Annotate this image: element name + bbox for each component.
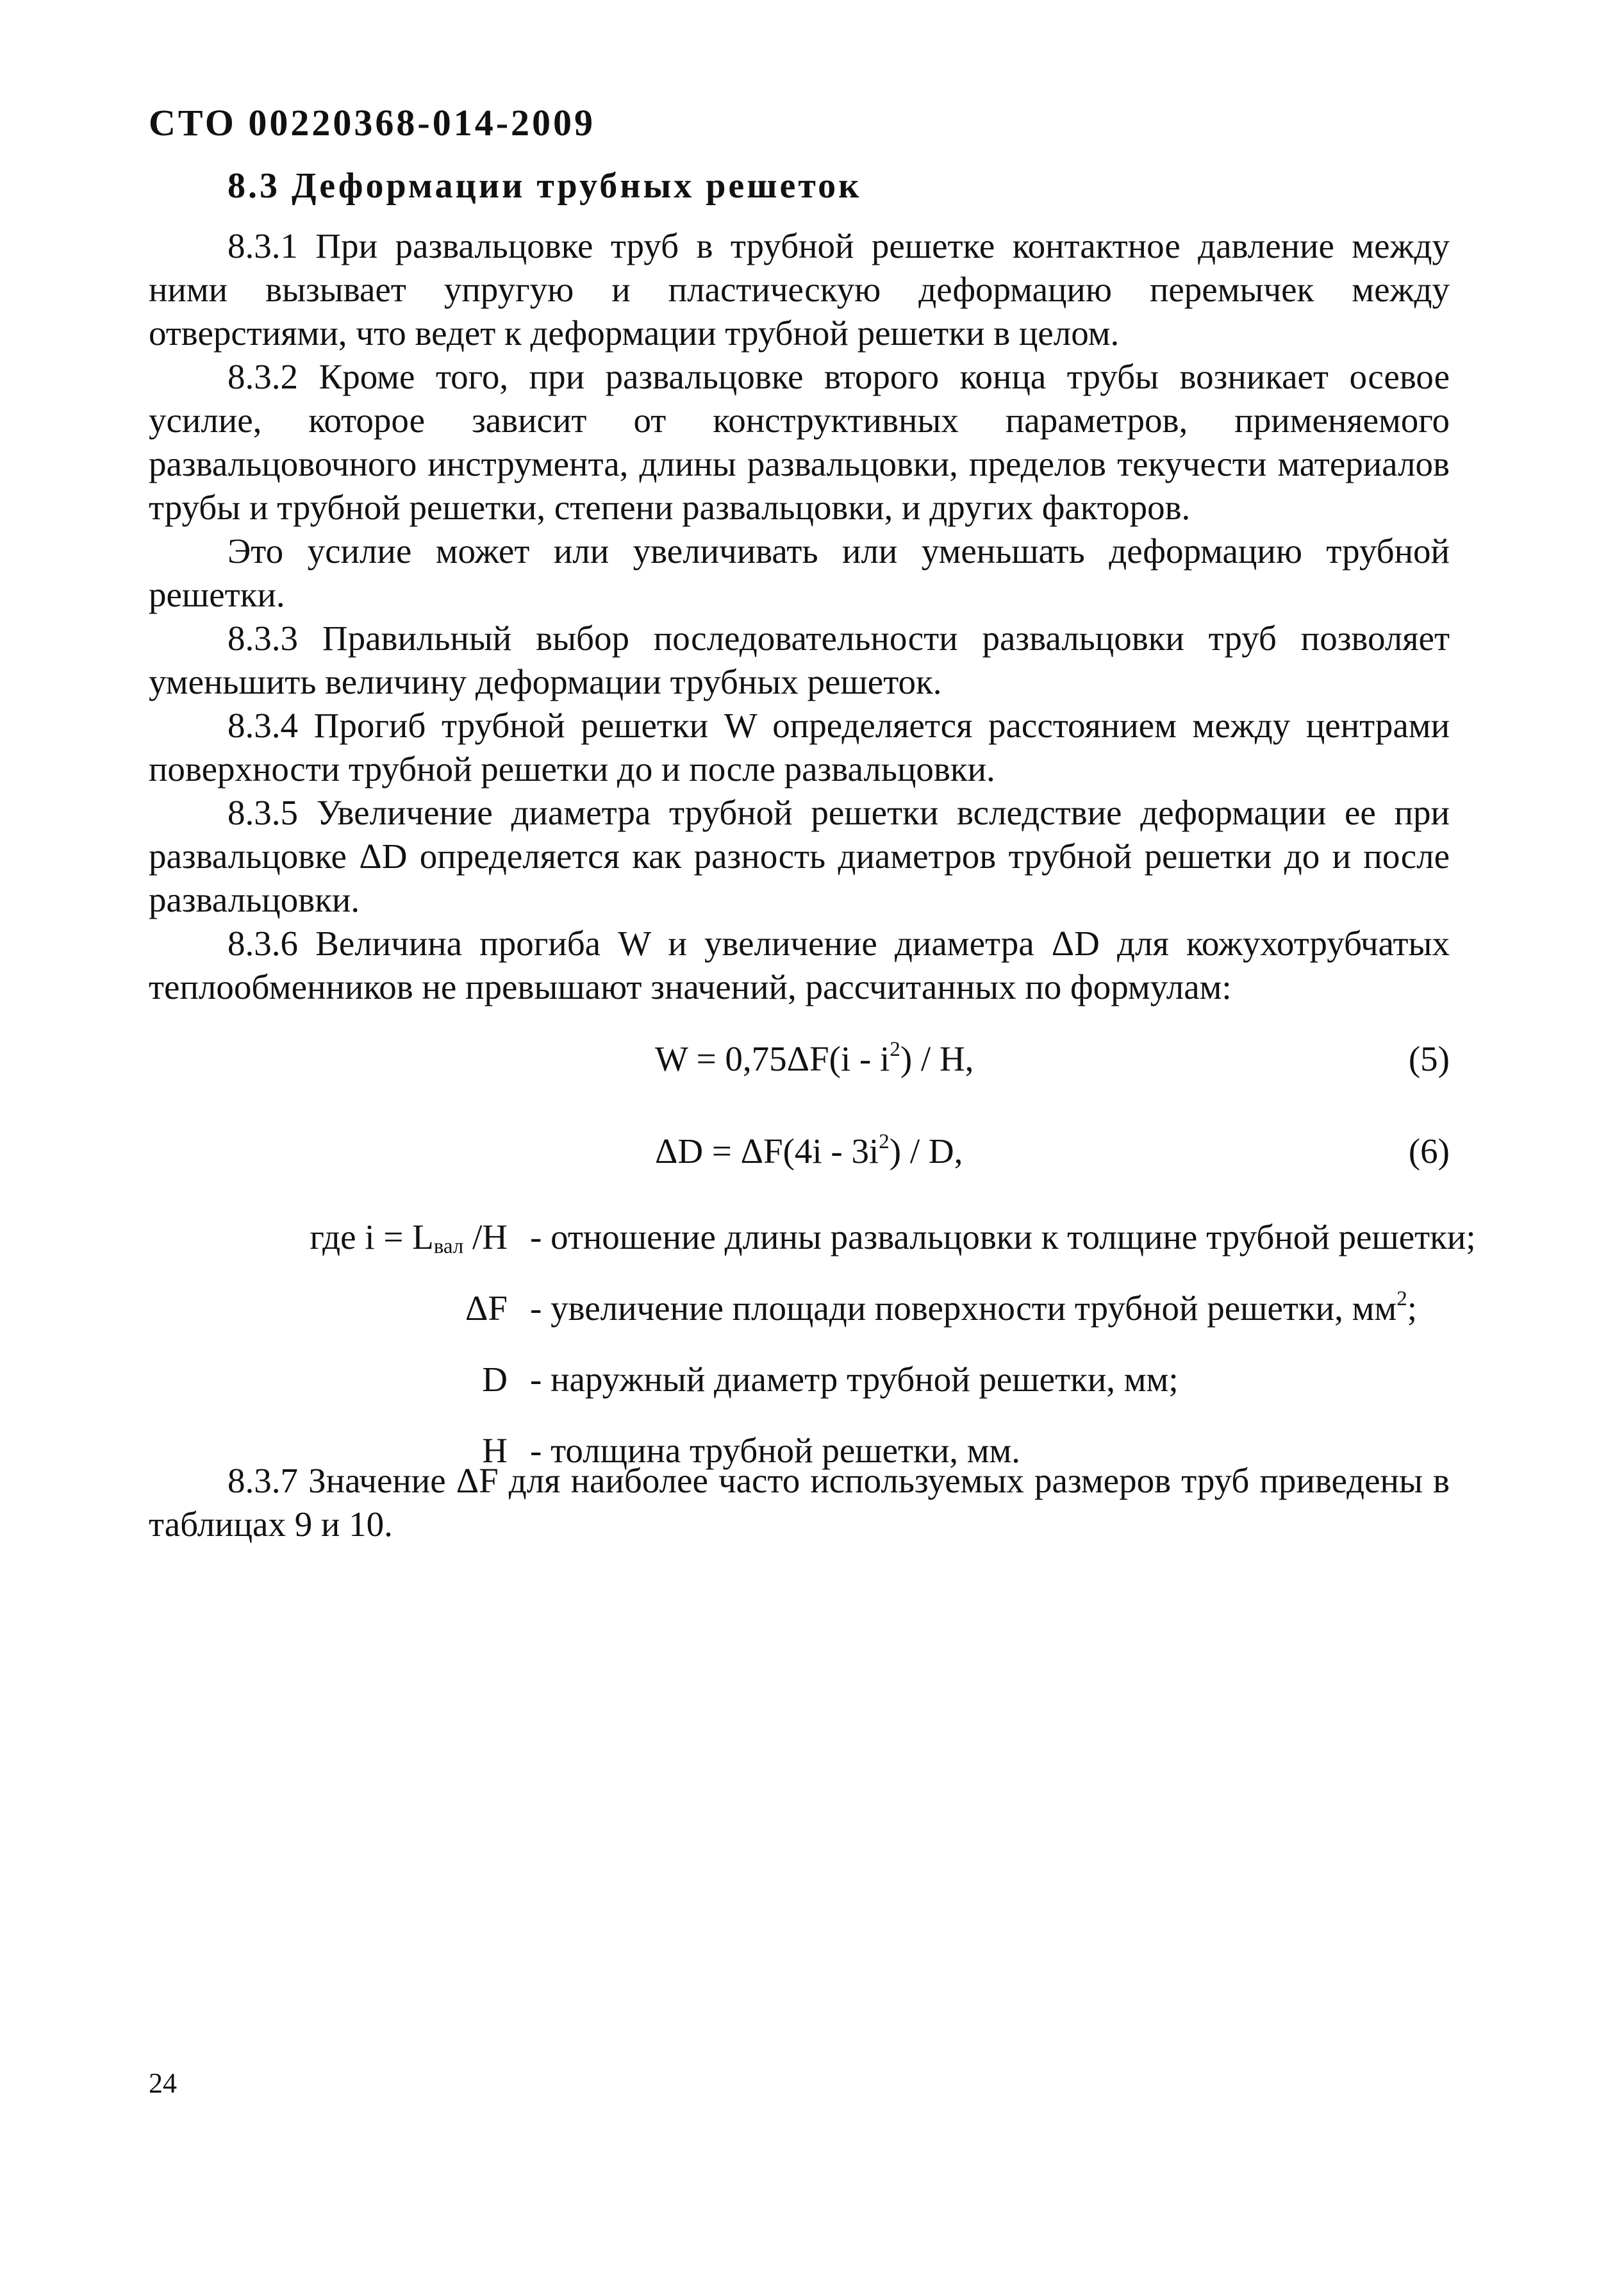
paragraph-8-3-7: 8.3.7 Значение ΔF для наиболее часто используемых размеров труб приведены в таблицах 9 и 10. [149,1461,1450,1544]
page-number: 24 [149,2067,177,2099]
legend-description-df [530,1288,1417,1328]
legend-intro: где i = L [310,1217,434,1256]
formula-5 [149,1039,1450,1131]
legend-symbol-d: D [482,1360,508,1399]
formula-5-expression [655,1039,974,1079]
legend-row-d [149,1359,1450,1430]
formula-6-exponent: 2 [879,1130,890,1153]
legend-description-d: - наружный диаметр трубной решетки, мм; [530,1360,1179,1399]
formula-block [149,1039,1450,1182]
paragraph-8-3-1: 8.3.1 При развальцовке труб в трубной решетке контактное давление между ними вызывает упругую и пластическую деформацию перемычек между отверстиями, что ведет к деформации трубной решетки в целом. [149,226,1450,353]
formula-6-expression [655,1131,963,1171]
paragraph-8-3-3: 8.3.3 Правильный выбор последовательности развальцовки труб позволяет уменьшить величину деформации трубных решеток. [149,619,1450,701]
formula-5-rhs: ) / H, [900,1039,974,1078]
legend-symbol-i [310,1217,508,1257]
body-text [149,224,1450,1009]
formula-5-exponent: 2 [890,1037,900,1061]
legend-description-i: - отношение длины развальцовки к толщине трубной решетки; [530,1217,1476,1256]
formula-5-number: (5) [1408,1039,1450,1078]
legend-intro-tail: /H [463,1217,508,1256]
legend-symbol-h: H [482,1431,508,1470]
closing-text [149,1459,1450,1546]
legend-row-df [149,1288,1450,1359]
formula-6-rhs: ) / D, [889,1131,963,1171]
paragraph-8-3-6: 8.3.6 Величина прогиба W и увеличение диаметра ΔD для кожухотрубчатых теплообменников не превышают значений, рассчитанных по формулам: [149,924,1450,1006]
legend-intro-subscript: вал [433,1235,464,1258]
legend-df-text: - увеличение площади поверхности трубной решетки, мм [530,1289,1397,1328]
paragraph-8-3-2: 8.3.2 Кроме того, при развальцовке второго конца трубы возникает осевое усилие, которое зависит от конструктивных параметров, применяемого развальцовочного инструмента, длины развальцовки, пределов текучести материалов трубы и трубной решетки, степени развальцовки, и других факторов. [149,357,1450,527]
section-title: 8.3 Деформации трубных решеток [228,166,862,206]
legend-df-exponent: 2 [1396,1287,1407,1310]
legend-symbol-df: ΔF [465,1289,508,1328]
legend-row-i [149,1217,1476,1288]
paragraph-8-3-4: 8.3.4 Прогиб трубной решетки W определяется расстоянием между центрами поверхности трубной решетки до и после развальцовки. [149,706,1450,789]
formula-6 [149,1131,1450,1182]
legend-df-tail: ; [1407,1289,1417,1328]
standard-code: СТО 00220368-014-2009 [149,102,596,144]
paragraph-8-3-5: 8.3.5 Увеличение диаметра трубной решетки вследствие деформации ее при развальцовке ΔD определяется как разность диаметров трубной решетки до и после развальцовки. [149,793,1450,919]
formula-6-number: (6) [1408,1131,1450,1171]
formula-5-lhs: W = 0,75ΔF(i - i [655,1039,890,1078]
legend-description-h: - толщина трубной решетки, мм. [530,1431,1021,1470]
formula-6-lhs: ΔD = ΔF(4i - 3i [655,1131,879,1171]
paragraph-effort: Это усилие может или увеличивать или уменьшать деформацию трубной решетки. [149,531,1450,614]
